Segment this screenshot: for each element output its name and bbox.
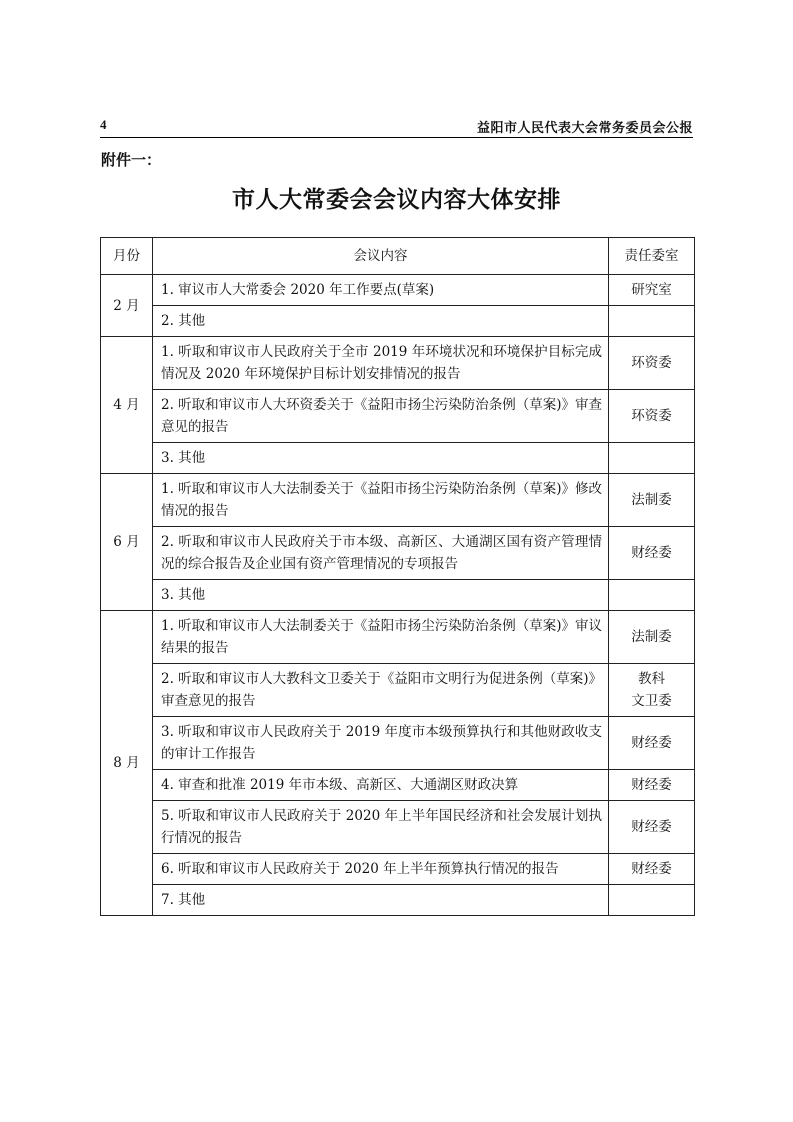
table-row bbox=[101, 390, 695, 443]
responsible-office-cell: 财经委 bbox=[609, 801, 695, 854]
month-cell: 8 月 bbox=[101, 611, 153, 916]
responsible-office-cell: 财经委 bbox=[609, 770, 695, 801]
meeting-content-cell: 3. 其他 bbox=[153, 580, 609, 611]
responsible-office-cell: 财经委 bbox=[609, 854, 695, 885]
responsible-office-cell: 环资委 bbox=[609, 390, 695, 443]
responsible-office-cell: 法制委 bbox=[609, 474, 695, 527]
meeting-content-cell: 7. 其他 bbox=[153, 885, 609, 916]
header-content: 会议内容 bbox=[153, 238, 609, 275]
table-row bbox=[101, 474, 695, 527]
meeting-content-cell: 1. 听取和审议市人大法制委关于《益阳市扬尘污染防治条例（草案)》修改情况的报告 bbox=[153, 474, 609, 527]
responsible-office-cell: 研究室 bbox=[609, 275, 695, 306]
responsible-office-cell: 环资委 bbox=[609, 337, 695, 390]
responsible-office-cell bbox=[609, 443, 695, 474]
meeting-content-cell: 2. 听取和审议市人大环资委关于《益阳市扬尘污染防治条例（草案)》审查意见的报告 bbox=[153, 390, 609, 443]
meeting-content-cell: 1. 审议市人大常委会 2020 年工作要点(草案) bbox=[153, 275, 609, 306]
document-title: 市人大常委会会议内容大体安排 bbox=[232, 187, 561, 213]
table-row bbox=[101, 443, 695, 474]
table-row bbox=[101, 306, 695, 337]
responsible-office-cell: 法制委 bbox=[609, 611, 695, 664]
meeting-content-cell: 4. 审查和批准 2019 年市本级、高新区、大通湖区财政决算 bbox=[153, 770, 609, 801]
meeting-content-cell: 3. 其他 bbox=[153, 443, 609, 474]
meeting-content-cell: 1. 听取和审议市人大法制委关于《益阳市扬尘污染防治条例（草案)》审议结果的报告 bbox=[153, 611, 609, 664]
header-rule bbox=[100, 137, 693, 138]
table-row bbox=[101, 664, 695, 717]
meeting-content-cell: 1. 听取和审议市人民政府关于全市 2019 年环境状况和环境保护目标完成情况及 2020 年环境保护目标计划安排情况的报告 bbox=[153, 337, 609, 390]
table-row bbox=[101, 885, 695, 916]
meeting-schedule-table bbox=[100, 237, 695, 916]
table-row bbox=[101, 527, 695, 580]
table-header-row bbox=[101, 238, 695, 275]
responsible-office-cell bbox=[609, 580, 695, 611]
table-row bbox=[101, 337, 695, 390]
meeting-content-cell: 6. 听取和审议市人民政府关于 2020 年上半年预算执行情况的报告 bbox=[153, 854, 609, 885]
header-month: 月份 bbox=[101, 238, 153, 275]
responsible-office-cell: 财经委 bbox=[609, 527, 695, 580]
table-row bbox=[101, 580, 695, 611]
responsible-office-cell: 教科 文卫委 bbox=[609, 664, 695, 717]
attachment-label: 附件一： bbox=[101, 151, 162, 169]
table-body bbox=[101, 275, 695, 916]
table-row bbox=[101, 611, 695, 664]
meeting-content-cell: 3. 听取和审议市人民政府关于 2019 年度市本级预算执行和其他财政收支的审计工作报告 bbox=[153, 717, 609, 770]
meeting-content-cell: 2. 其他 bbox=[153, 306, 609, 337]
table-row bbox=[101, 717, 695, 770]
meeting-content-cell: 2. 听取和审议市人大教科文卫委关于《益阳市文明行为促进条例（草案)》审查意见的报告 bbox=[153, 664, 609, 717]
publication-title: 益阳市人民代表大会常务委员会公报 bbox=[476, 121, 693, 136]
table-row bbox=[101, 275, 695, 306]
table-row bbox=[101, 801, 695, 854]
responsible-office-cell: 财经委 bbox=[609, 717, 695, 770]
meeting-content-cell: 5. 听取和审议市人民政府关于 2020 年上半年国民经济和社会发展计划执行情况的报告 bbox=[153, 801, 609, 854]
table-row bbox=[101, 854, 695, 885]
month-cell: 4 月 bbox=[101, 337, 153, 474]
responsible-office-cell bbox=[609, 306, 695, 337]
header-office: 责任委室 bbox=[609, 238, 695, 275]
page-number: 4 bbox=[100, 117, 107, 132]
table-row bbox=[101, 770, 695, 801]
month-cell: 6 月 bbox=[101, 474, 153, 611]
month-cell: 2 月 bbox=[101, 275, 153, 337]
responsible-office-cell bbox=[609, 885, 695, 916]
meeting-content-cell: 2. 听取和审议市人民政府关于市本级、高新区、大通湖区国有资产管理情况的综合报告及企业国有资产管理情况的专项报告 bbox=[153, 527, 609, 580]
